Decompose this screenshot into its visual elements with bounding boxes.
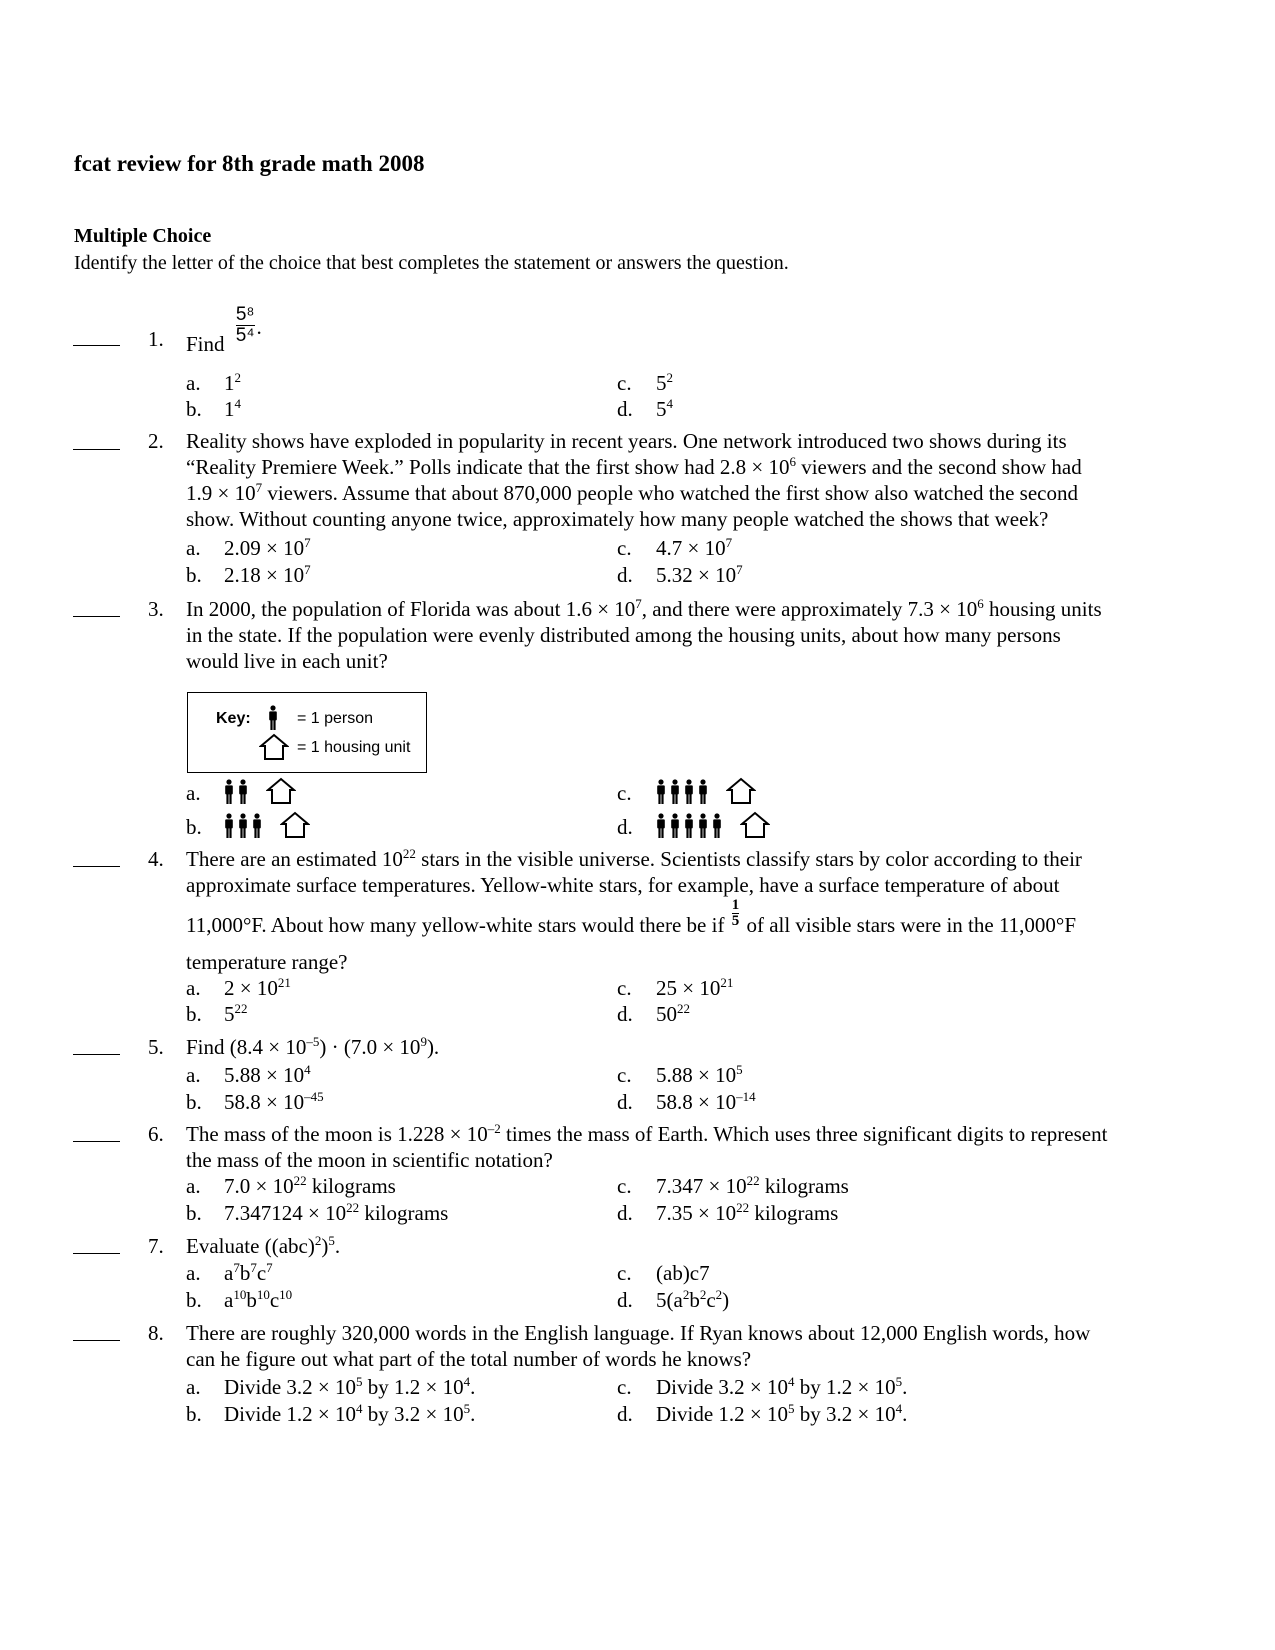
exponent: 10 (279, 1287, 293, 1302)
q4-option-d[interactable] (656, 1001, 690, 1027)
text: 11,000°F. About how many yellow-white stars would there be if (186, 913, 725, 938)
unit: kilograms (306, 1174, 396, 1198)
question-6-text (186, 1121, 1186, 1173)
exponent: –5 (306, 1034, 320, 1049)
option-letter-a: a. (186, 536, 201, 560)
exponent: 22 (746, 1173, 760, 1188)
text: viewers and the second show had (795, 455, 1082, 479)
option-letter-c: c. (617, 976, 632, 1000)
q4-frac-den: 5 (731, 913, 740, 929)
text: The mass of the moon is 1.228 × 10 (186, 1122, 488, 1146)
base: 50 (656, 1002, 677, 1026)
q7-option-b[interactable] (224, 1287, 292, 1313)
base: ) (722, 1288, 730, 1312)
text: stars in the visible universe. Scientists classify stars by color according to their (415, 847, 1082, 871)
q3-line2: in the state. If the population were evenly distributed among the housing units, about how many persons (186, 623, 1061, 647)
option-letter-b: b. (186, 1288, 202, 1312)
answer-blank-4[interactable] (73, 866, 120, 867)
house-icon (726, 777, 756, 805)
option-letter-b: b. (186, 1402, 202, 1426)
q6-option-a[interactable] (224, 1173, 396, 1199)
answer-blank-2[interactable] (73, 449, 120, 450)
exponent: 5 (788, 1401, 795, 1416)
exponent: 2 (715, 1287, 723, 1302)
text: by 1.2 × 10 (362, 1375, 464, 1399)
question-number: 8. (148, 1321, 164, 1345)
base: c (706, 1288, 716, 1312)
q2-option-c[interactable] (656, 535, 732, 561)
q8-option-d[interactable] (656, 1401, 907, 1427)
q6-line2: the mass of the moon in scientific notation? (186, 1148, 553, 1172)
option-letter-a: a. (186, 1261, 201, 1285)
option-letter-b: b. (186, 1002, 202, 1026)
option-letter-a: a. (186, 781, 201, 805)
exponent: 4 (463, 1374, 471, 1389)
option-letter-c: c. (617, 1261, 632, 1285)
text: . (334, 1234, 341, 1258)
person-icon (252, 813, 262, 839)
q2-line4: show. Without counting anyone twice, approximately how many people watched the shows that week? (186, 507, 1049, 531)
exponent: 22 (293, 1173, 307, 1188)
question-number: 5. (148, 1035, 164, 1059)
exponent: 2 (234, 370, 241, 385)
exponent: 9 (420, 1034, 427, 1049)
q2-line1: Reality shows have exploded in popularity in recent years. One network introduced two shows during its (186, 429, 1067, 453)
text: viewers. Assume that about 870,000 people who watched the first show also watched the second (262, 481, 1078, 505)
text: by 3.2 × 10 (794, 1402, 896, 1426)
q6-option-b[interactable] (224, 1200, 448, 1226)
text: . (470, 1375, 476, 1399)
q8-option-c[interactable] (656, 1374, 907, 1400)
q5-option-a[interactable] (224, 1062, 311, 1088)
text: . (902, 1402, 908, 1426)
unit: kilograms (759, 1174, 849, 1198)
exponent: 6 (789, 454, 796, 469)
option-letter-b: b. (186, 397, 202, 421)
question-number: 6. (148, 1122, 164, 1146)
base: 2.18 × 10 (224, 563, 305, 587)
answer-blank-7[interactable] (73, 1253, 120, 1254)
option-letter-c: c. (617, 1375, 632, 1399)
base: a (224, 1288, 234, 1312)
person-icon (698, 813, 708, 839)
question-number: 7. (148, 1234, 164, 1258)
person-icon (656, 813, 666, 839)
option-letter-a: a. (186, 976, 201, 1000)
option-letter-b: b. (186, 1201, 202, 1225)
text: . (470, 1402, 476, 1426)
q4-line2: approximate surface temperatures. Yellow-white stars, for example, have a surface temperature of about (186, 873, 1060, 897)
exponent: 2 (666, 370, 673, 385)
base: 1 (224, 397, 235, 421)
q8-line1: There are roughly 320,000 words in the English language. If Ryan knows about 12,000 English words, how (186, 1321, 1091, 1345)
q2-option-a[interactable] (224, 535, 311, 561)
exponent: 22 (402, 846, 416, 861)
key-house-label: = 1 housing unit (297, 739, 411, 756)
exponent: 4 (788, 1374, 795, 1389)
exponent: 5 (736, 1062, 743, 1077)
question-7-text (186, 1233, 1186, 1259)
exponent: 7 (725, 535, 733, 550)
base: 7.347 × 10 (656, 1174, 747, 1198)
person-icon (224, 779, 234, 805)
option-letter-d: d. (617, 815, 633, 839)
text: Divide 3.2 × 10 (656, 1375, 788, 1399)
q3-line3: would live in each unit? (186, 649, 388, 673)
option-letter-c: c. (617, 536, 632, 560)
q2-option-d[interactable] (656, 562, 743, 588)
answer-blank-1[interactable] (73, 345, 120, 346)
person-icon (712, 813, 722, 839)
q4-frac-num: 1 (731, 897, 740, 913)
exponent: 7 (635, 596, 642, 611)
text: Divide 1.2 × 10 (656, 1402, 788, 1426)
answer-blank-8[interactable] (73, 1340, 120, 1341)
text: of all visible stars were in the 11,000°F (746, 913, 1077, 938)
option-letter-d: d. (617, 397, 633, 421)
text: housing units (983, 597, 1102, 621)
option-letter-c: c. (617, 371, 632, 395)
option-letter-c: c. (617, 1063, 632, 1087)
text: 1.9 × 10 (186, 481, 256, 505)
exponent: 7 (250, 1260, 257, 1275)
exponent: 7 (736, 562, 743, 577)
answer-blank-6[interactable] (73, 1141, 120, 1142)
question-number: 1. (148, 327, 164, 351)
text: In 2000, the population of Florida was about 1.6 × 10 (186, 597, 636, 621)
q8-line2: can he figure out what part of the total number of words he knows? (186, 1347, 752, 1371)
person-icon (698, 779, 708, 805)
person-icon (670, 779, 680, 805)
house-icon (280, 811, 310, 839)
base: 2 × 10 (224, 976, 278, 1000)
q2-line2 (186, 454, 1186, 480)
exponent: 5 (328, 1233, 335, 1248)
q4-line1 (186, 846, 1186, 872)
q1-option-a[interactable] (224, 370, 241, 396)
exponent: 4 (234, 396, 241, 411)
document-title: fcat review for 8th grade math 2008 (74, 151, 425, 176)
pictograph-key (187, 692, 427, 773)
answer-blank-5[interactable] (73, 1054, 120, 1055)
option-letter-d: d. (617, 1402, 633, 1426)
section-title: Multiple Choice (74, 225, 212, 247)
q6-line1 (186, 1121, 1186, 1147)
question-number: 2. (148, 429, 164, 453)
person-icon (684, 779, 694, 805)
option-letter-d: d. (617, 563, 633, 587)
question-number: 3. (148, 597, 164, 621)
house-icon (259, 733, 289, 761)
text: Divide 1.2 × 10 (224, 1402, 356, 1426)
person-icon (684, 813, 694, 839)
unit: kilograms (359, 1201, 449, 1225)
q3-option-d[interactable] (656, 811, 770, 839)
base: c (269, 1288, 280, 1312)
base: 1 (224, 371, 235, 395)
base: 7.347124 × 10 (224, 1201, 347, 1225)
person-icon (670, 813, 680, 839)
base: 5 (656, 397, 667, 421)
base: a (224, 1261, 234, 1285)
base: 5.32 × 10 (656, 563, 737, 587)
q5-option-b[interactable] (224, 1089, 324, 1115)
option-letter-a: a. (186, 371, 201, 395)
exponent: 22 (677, 1001, 690, 1016)
base: 2.09 × 10 (224, 536, 305, 560)
exponent: 21 (720, 975, 734, 990)
q1-frac-num: 5⁸ (235, 304, 255, 325)
exponent: 7 (233, 1260, 240, 1275)
option-letter-d: d. (617, 1090, 633, 1114)
exponent: 2 (699, 1287, 707, 1302)
q7-option-d[interactable] (656, 1287, 729, 1313)
question-number: 4. (148, 847, 164, 871)
text: Find (8.4 × 10 (186, 1035, 307, 1059)
text: Divide 3.2 × 10 (224, 1375, 356, 1399)
option-letter-c: c. (617, 1174, 632, 1198)
exponent: 21 (277, 975, 291, 990)
q4-option-a[interactable] (224, 975, 291, 1001)
exponent: 4 (895, 1401, 903, 1416)
base: 58.8 × 10 (224, 1090, 305, 1114)
question-3-text (186, 596, 1186, 674)
q3-line1 (186, 596, 1186, 622)
q1-option-b[interactable] (224, 396, 241, 422)
option-letter-c: c. (617, 781, 632, 805)
person-icon (238, 779, 248, 805)
q5-option-d[interactable] (656, 1089, 756, 1115)
exponent: 7 (304, 535, 311, 550)
base: b (246, 1288, 257, 1312)
base: 7.35 × 10 (656, 1201, 737, 1225)
q8-option-b[interactable] (224, 1401, 475, 1427)
q7-option-c[interactable]: (ab)c7 (656, 1261, 710, 1285)
option-letter-b: b. (186, 815, 202, 839)
question-8-text (186, 1320, 1186, 1372)
q3-option-b[interactable] (224, 811, 310, 839)
question-1-text (186, 304, 1186, 357)
option-letter-d: d. (617, 1002, 633, 1026)
q2-option-b[interactable] (224, 562, 311, 588)
q1-fraction (236, 305, 255, 346)
base: b (239, 1261, 251, 1285)
exponent: 2 (682, 1287, 690, 1302)
person-icon (238, 813, 248, 839)
q2-line3 (186, 480, 1186, 506)
text: ) (321, 1234, 329, 1258)
exponent: 5 (895, 1374, 903, 1389)
question-5-text (186, 1034, 1186, 1060)
exponent: 7 (255, 480, 263, 495)
unit: kilograms (749, 1201, 839, 1225)
person-icon (268, 705, 278, 731)
q6-option-c[interactable] (656, 1173, 849, 1199)
exponent: –14 (736, 1089, 756, 1104)
exponent: 10 (233, 1287, 247, 1302)
q4-line4: temperature range? (186, 950, 348, 974)
base: 7.0 × 10 (224, 1174, 294, 1198)
q4-line3 (186, 898, 1186, 946)
exponent: 10 (256, 1287, 270, 1302)
exponent: 7 (266, 1260, 273, 1275)
text: by 1.2 × 10 (794, 1375, 896, 1399)
q7-option-a[interactable] (224, 1260, 273, 1286)
text: ). (426, 1035, 440, 1059)
text: . (902, 1375, 908, 1399)
key-label: Key: (216, 710, 251, 727)
option-letter-d: d. (617, 1201, 633, 1225)
q4-option-b[interactable] (224, 1001, 248, 1027)
question-2-text (186, 428, 1186, 532)
text: Evaluate ((abc) (186, 1234, 315, 1258)
base: 5.88 × 10 (224, 1063, 305, 1087)
exponent: 4 (666, 396, 673, 411)
exponent: 22 (736, 1200, 750, 1215)
base: 5 (656, 371, 667, 395)
base: 58.8 × 10 (656, 1090, 737, 1114)
exponent: 6 (977, 596, 984, 611)
house-icon (740, 811, 770, 839)
exponent: 7 (304, 562, 311, 577)
text: times the mass of Earth. Which uses three significant digits to represent (500, 1122, 1108, 1146)
exponent: –2 (487, 1121, 501, 1136)
base: 5.88 × 10 (656, 1063, 737, 1087)
exponent: 5 (356, 1374, 363, 1389)
q4-option-c[interactable] (656, 975, 733, 1001)
option-letter-a: a. (186, 1375, 201, 1399)
instructions: Identify the letter of the choice that best completes the statement or answers the question. (74, 252, 789, 274)
q1-find: Find (186, 332, 225, 357)
exponent: 22 (346, 1200, 360, 1215)
exponent: 4 (304, 1062, 311, 1077)
q5-option-c[interactable] (656, 1062, 743, 1088)
base: 5 (224, 1002, 235, 1026)
text: by 3.2 × 10 (362, 1402, 464, 1426)
exponent: 2 (314, 1233, 322, 1248)
person-icon (656, 779, 666, 805)
base: b (689, 1288, 700, 1312)
text: “Reality Premiere Week.” Polls indicate that the first show had 2.8 × 10 (186, 455, 790, 479)
base: 25 × 10 (656, 976, 721, 1000)
question-4-text (186, 846, 1186, 898)
q1-frac-den: 5⁴ (235, 325, 255, 346)
exponent: 22 (234, 1001, 248, 1016)
option-letter-a: a. (186, 1063, 201, 1087)
exponent: 5 (463, 1401, 471, 1416)
text: , and there were approximately 7.3 × 10 (641, 597, 978, 621)
q1-option-c[interactable] (656, 370, 673, 396)
person-icon (224, 813, 234, 839)
q3-option-c[interactable] (656, 777, 756, 805)
option-letter-b: b. (186, 563, 202, 587)
base: 5(a (656, 1288, 683, 1312)
key-person-label: = 1 person (297, 710, 374, 727)
house-icon (266, 777, 296, 805)
exponent: 4 (356, 1401, 363, 1416)
base: c (256, 1261, 267, 1285)
text: ) · (7.0 × 10 (319, 1035, 421, 1059)
exponent: –45 (304, 1089, 324, 1104)
q6-option-d[interactable] (656, 1200, 838, 1226)
q4-fraction (732, 898, 740, 929)
base: 4.7 × 10 (656, 536, 726, 560)
answer-blank-3[interactable] (73, 616, 120, 617)
q8-option-a[interactable] (224, 1374, 475, 1400)
q1-period: . (256, 315, 262, 340)
option-letter-a: a. (186, 1174, 201, 1198)
option-letter-b: b. (186, 1090, 202, 1114)
q1-option-d[interactable] (656, 396, 673, 422)
option-letter-d: d. (617, 1288, 633, 1312)
q3-option-a[interactable] (224, 777, 296, 805)
text: There are an estimated 10 (186, 847, 403, 871)
